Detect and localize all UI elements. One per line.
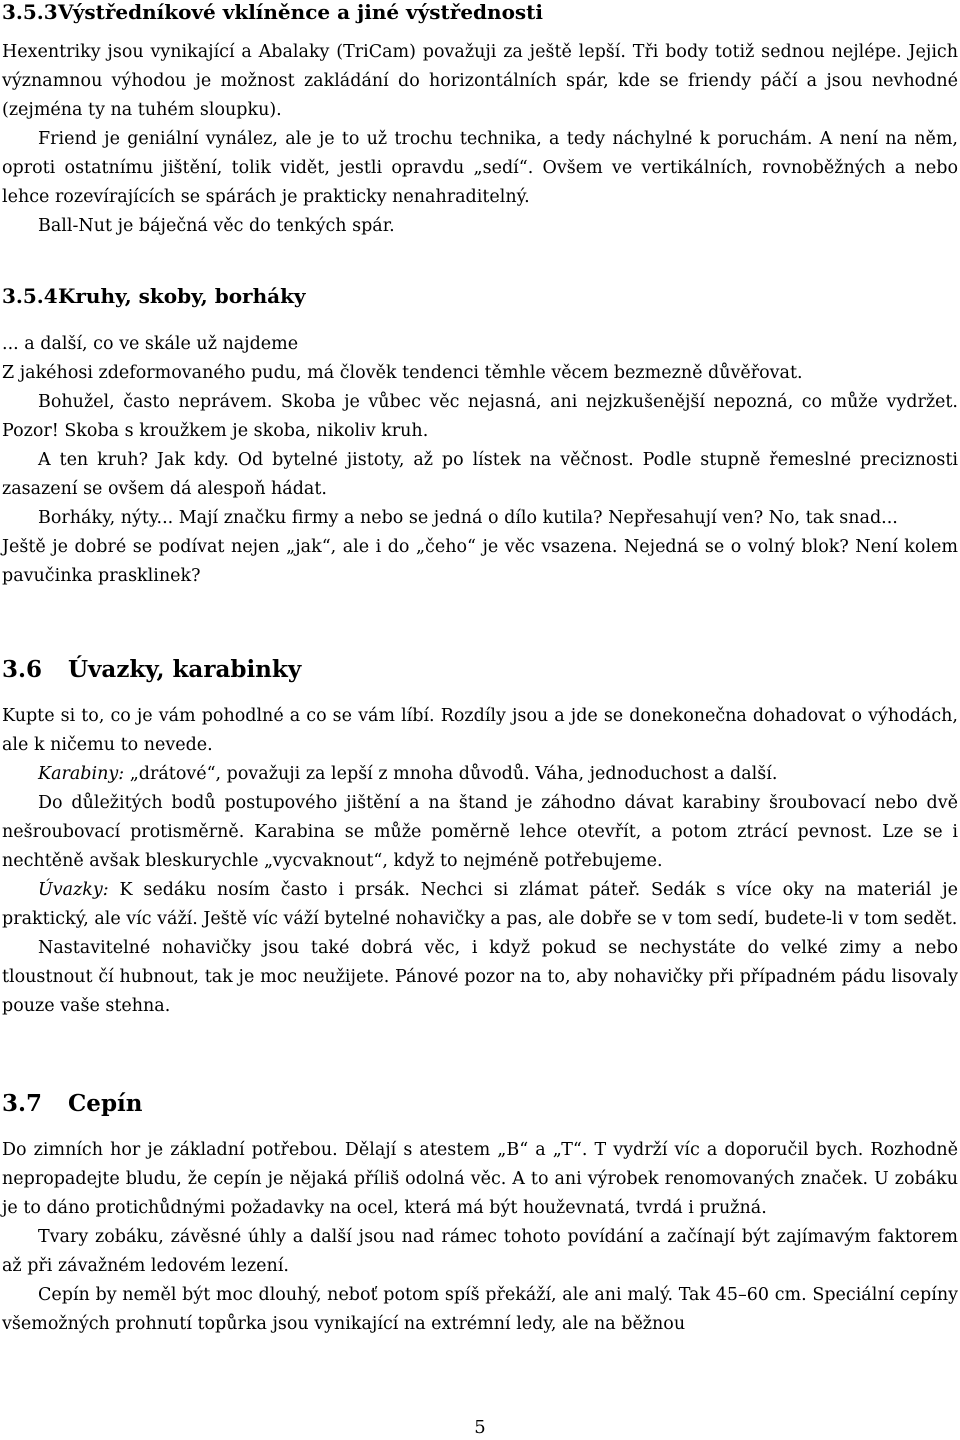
section-heading (2, 1089, 958, 1119)
paragraph-text: „drátové“, považuji za lepší z mnoha důvodů. Váha, jednoduchost a další. (124, 764, 778, 784)
paragraph: Bohužel, často neprávem. Skoba je vůbec věc nejasná, ani nejzkušenější nepozná, co může vydržet. Pozor! Skoba s kroužkem je skoba, nikoliv kruh. (2, 392, 958, 441)
section-3-7-body (2, 1136, 958, 1339)
paragraph: Hexentriky jsou vynikající a Abalaky (TriCam) považuji za ještě lepší. Tři body totiž sednou nejlépe. Jejich významnou výhodou je možnost zakládání do horizontálních spár, kde se friendy páčí a jsou nevhodné (zejména ty na tuhém sloupku). (2, 42, 958, 120)
section-title: Cepín (68, 1090, 143, 1117)
section-3-5-4-body (2, 330, 958, 591)
paragraph: Cepín by neměl být moc dlouhý, neboť potom spíš překáží, ale ani malý. Tak 45–60 cm. Speciální cepíny všemožných prohnutí topůrka jsou vynikající na extrémní ledy, ale na běžnou (2, 1285, 958, 1334)
paragraph: Borháky, nýty... Mají značku firmy a nebo se jedná o dílo kutila? Nepřesahují ven? No, tak snad... (38, 508, 898, 528)
paragraph: A ten kruh? Jak kdy. Od bytelné jistoty, až po lístek na věčnost. Podle stupně řemeslné preciznosti zasazení se ovšem dá alespoň hádat. (2, 450, 958, 499)
section-title: Úvazky, karabinky (68, 656, 302, 683)
section-3-7 (2, 1089, 958, 1119)
section-number: 3.6 (2, 656, 43, 683)
section-number: 3.5.3 (2, 0, 58, 24)
section-number: 3.5.4 (2, 284, 58, 308)
paragraph (2, 760, 958, 789)
section-3-6 (2, 655, 958, 685)
paragraph-text: K sedáku nosím často i prsák. Nechci si zlámat páteř. Sedák s více oky na materiál je praktický, ale víc váží. Ještě víc váží bytelné nohavičky a pas, ale dobře se v tom sedí, budete-li v tom sedět. (2, 880, 958, 929)
section-heading (2, 0, 958, 26)
page-number: 5 (474, 1417, 486, 1438)
paragraph (2, 876, 958, 934)
paragraph: Z jakéhosi zdeformovaného pudu, má člověk tendenci těmhle věcem bezmezně důvěřovat. (2, 363, 803, 383)
paragraph: Tvary zobáku, závěsné úhly a další jsou nad rámec tohoto povídání a začínají být zajímavým faktorem až při závažném ledovém lezení. (2, 1227, 958, 1276)
paragraph-label: Úvazky: (38, 880, 109, 900)
section-3-5-3 (2, 0, 958, 26)
section-heading (2, 282, 958, 310)
paragraph: Kupte si to, co je vám pohodlné a co se vám líbí. Rozdíly jsou a jde se donekonečna dohadovat o výhodách, ale k ničemu to nevede. (2, 706, 958, 755)
section-3-5-3-body (2, 38, 958, 241)
paragraph: Do zimních hor je základní potřebou. Dělají s atestem „B“ a „T“. T vydrží víc a doporučil bych. Rozhodně nepropadejte bludu, že cepín je nějaká příliš odolná věc. A to ani výrobek renomovaných značek. U zobáku je to dáno protichůdnými požadavky na ocel, která má být houževnatá, tvrdá i pružná. (2, 1140, 958, 1218)
paragraph: Friend je geniální vynález, ale je to už trochu technika, a tedy náchylné k poruchám. A není na něm, oproti ostatnímu jištění, tolik vidět, jestli opravdu „sedí“. Ovšem ve vertikálních, rovnoběžných a nebo lehce rozevírajících se spárách je prakticky nenahraditelný. (2, 129, 958, 207)
paragraph: Nastavitelné nohavičky jsou také dobrá věc, i když pokud se nechystáte do velké zimy a nebo tloustnout čí hubnout, tak je moc neužijete. Pánové pozor na to, aby nohavičky při případném pádu lisovaly pouze vaše stehna. (2, 938, 958, 1016)
paragraph-label: Karabiny: (38, 764, 125, 784)
section-3-6-body (2, 702, 958, 1021)
section-3-5-4 (2, 282, 958, 310)
paragraph: Do důležitých bodů postupového jištění a na štand je záhodno dávat karabiny šroubovací nebo dvě nešroubovací protisměrně. Karabina se může poměrně lehce otevřít, a potom ztrácí pevnost. Lze se i nechtěně avšak bleskurychle „vycvaknout“, když to nejméně potřebujeme. (2, 793, 958, 871)
paragraph: Ball-Nut je báječná věc do tenkých spár. (38, 216, 395, 236)
section-title: Kruhy, skoby, borháky (58, 284, 306, 308)
section-number: 3.7 (2, 1090, 43, 1117)
section-title: Výstředníkové vklíněnce a jiné výstřednosti (58, 0, 544, 24)
paragraph: ... a další, co ve skále už najdeme (2, 334, 299, 354)
paragraph: Ještě je dobré se podívat nejen „jak“, ale i do „čeho“ je věc vsazena. Nejedná se o volný blok? Není kolem pavučinka prasklinek? (2, 537, 958, 586)
section-heading (2, 655, 958, 685)
